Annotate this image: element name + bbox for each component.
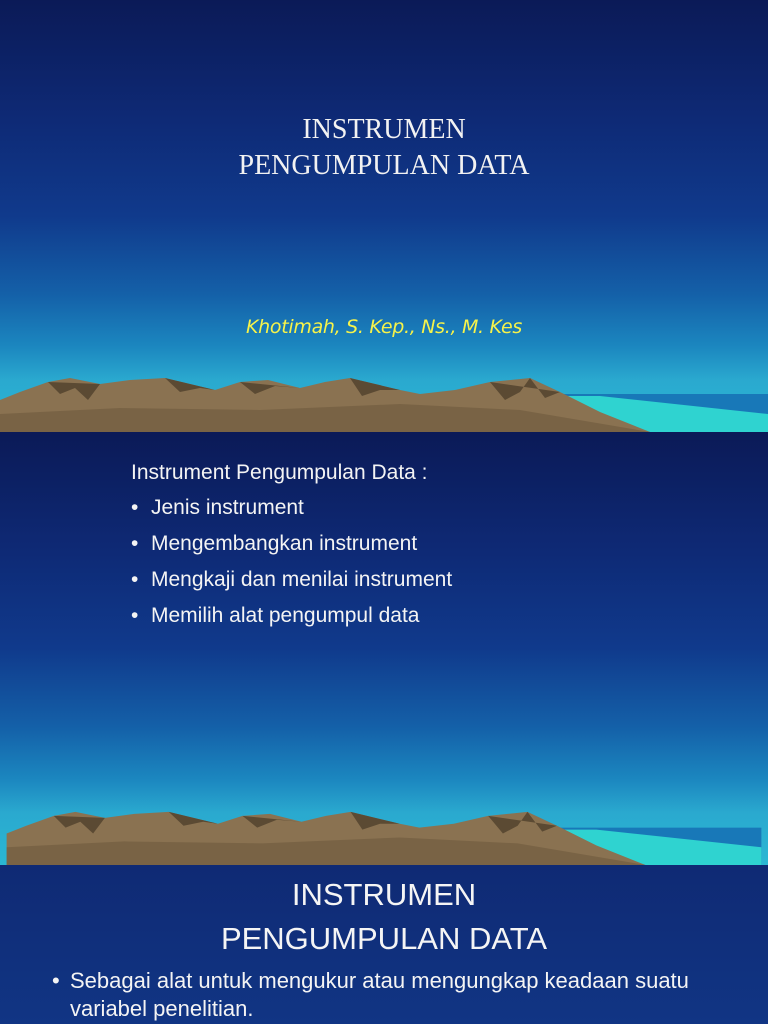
title-line-2: PENGUMPULAN DATA bbox=[220, 921, 548, 956]
bullet-icon: • bbox=[131, 568, 139, 591]
bullet-icon: • bbox=[131, 532, 139, 555]
list-item-text: Memilih alat pengumpul data bbox=[151, 604, 420, 627]
list-item-text: Mengkaji dan menilai instrument bbox=[151, 568, 453, 591]
slide-title bbox=[0, 873, 768, 961]
slide-title bbox=[0, 112, 768, 184]
bullet-icon: • bbox=[131, 496, 139, 519]
slide-1 bbox=[0, 0, 768, 432]
slide-background bbox=[0, 0, 768, 432]
bullet-icon: • bbox=[131, 604, 139, 627]
list-heading: Instrument Pengumpulan Data : bbox=[131, 461, 428, 484]
content-list bbox=[131, 456, 452, 634]
bullet-list bbox=[131, 490, 452, 634]
list-item bbox=[131, 526, 452, 562]
body-paragraph: Sebagai alat untuk mengukur atau mengungkap keadaan suatu variabel penelitian. bbox=[70, 968, 689, 1021]
list-item bbox=[131, 598, 452, 634]
mountains-illustration bbox=[0, 808, 768, 865]
title-line-1: INSTRUMEN bbox=[302, 114, 466, 145]
slide-3 bbox=[0, 865, 768, 1024]
title-line-2: PENGUMPULAN DATA bbox=[238, 150, 530, 181]
title-line-1: INSTRUMEN bbox=[291, 877, 477, 912]
bullet-icon: • bbox=[52, 968, 60, 993]
list-item bbox=[131, 490, 452, 526]
author-name: Khotimah, S. Kep., Ns., M. Kes bbox=[246, 316, 522, 338]
slide-body-text bbox=[52, 967, 752, 1023]
list-item-text: Mengembangkan instrument bbox=[151, 532, 418, 555]
mountains-illustration bbox=[0, 374, 768, 432]
list-item bbox=[131, 562, 452, 598]
slide-2 bbox=[0, 432, 768, 865]
list-item-text: Jenis instrument bbox=[151, 496, 304, 519]
